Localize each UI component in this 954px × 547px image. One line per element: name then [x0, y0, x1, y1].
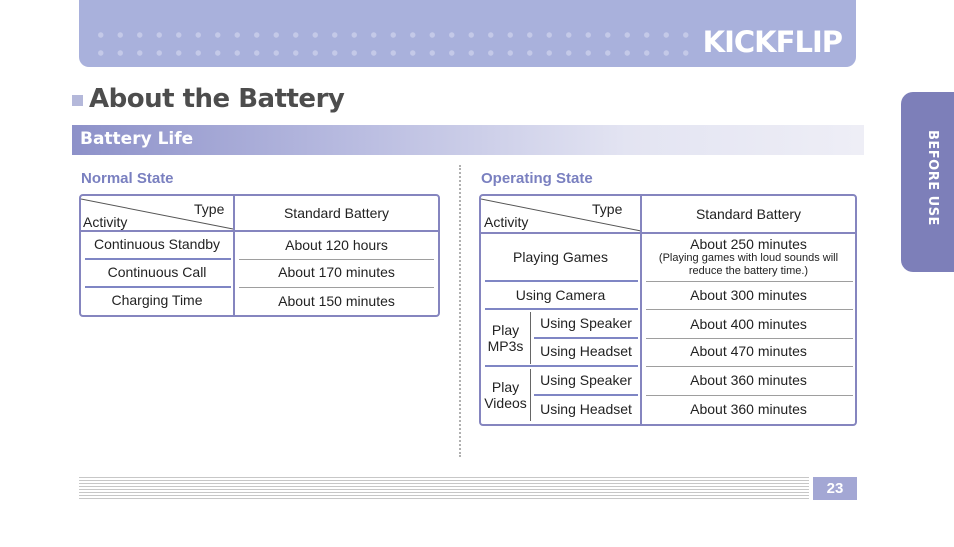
row-separator [646, 366, 853, 367]
normal-state-table [79, 194, 440, 317]
table-row-activity: Continuous Standby [93, 236, 221, 253]
table-row-activity: Using Headset [540, 343, 632, 360]
footer-lines [79, 477, 809, 500]
page-number: 23 [813, 477, 857, 500]
side-tab-label: BEFORE USE [925, 130, 940, 226]
group-divider [530, 369, 531, 421]
table-row-value [642, 234, 855, 280]
side-tab [901, 92, 954, 272]
activity-label: Activity [83, 214, 128, 230]
table-row-activity: Playing Games [513, 248, 608, 265]
table-row-value: About 300 minutes [690, 287, 807, 304]
table-row-activity: Using Speaker [540, 315, 632, 332]
table-row-value: About 120 hours [285, 237, 388, 254]
table-row-activity: Using Camera [515, 287, 606, 304]
column-divider-dotted [459, 165, 461, 457]
table-row-value: About 170 minutes [278, 264, 395, 281]
header-banner [79, 0, 856, 67]
kickflip-logo: KICKFLIP [702, 25, 842, 59]
table-row-activity: Charging Time [111, 292, 203, 309]
page-title: About the Battery [89, 84, 345, 114]
section-bar [72, 125, 864, 155]
row-separator [485, 365, 638, 367]
row-separator [485, 308, 638, 310]
group-divider [530, 312, 531, 364]
table-row-value: About 470 minutes [690, 343, 807, 360]
row-separator [239, 287, 434, 288]
table-row-value: About 150 minutes [278, 293, 395, 310]
activity-label: Activity [484, 214, 529, 230]
type-label: Type [592, 201, 623, 217]
games-value: About 250 minutes [690, 235, 807, 252]
row-separator [485, 280, 638, 282]
group-label-videos: Play Videos [484, 378, 527, 411]
row-separator [646, 281, 853, 282]
table-row-activity: Using Headset [540, 400, 632, 417]
title-bullet-icon [72, 95, 83, 106]
operating-state-table [479, 194, 857, 426]
table-row-value: About 360 minutes [690, 372, 807, 389]
table-row-value: About 360 minutes [690, 400, 807, 417]
column-header: Standard Battery [283, 204, 390, 221]
normal-state-heading: Normal State [81, 170, 174, 187]
group-label-mp3: Play MP3s [487, 321, 524, 354]
table-row-activity: Continuous Call [107, 264, 207, 281]
operating-state-heading: Operating State [481, 170, 593, 187]
column-header: Standard Battery [695, 205, 802, 222]
games-note: (Playing games with loud sounds will reduce the battery time.) [658, 251, 839, 278]
type-label: Type [194, 201, 225, 217]
table-row-value: About 400 minutes [690, 316, 807, 333]
table-row-activity: Using Speaker [540, 372, 632, 389]
banner-dot-pattern [91, 26, 691, 56]
section-title: Battery Life [80, 129, 194, 149]
row-separator [646, 309, 853, 310]
